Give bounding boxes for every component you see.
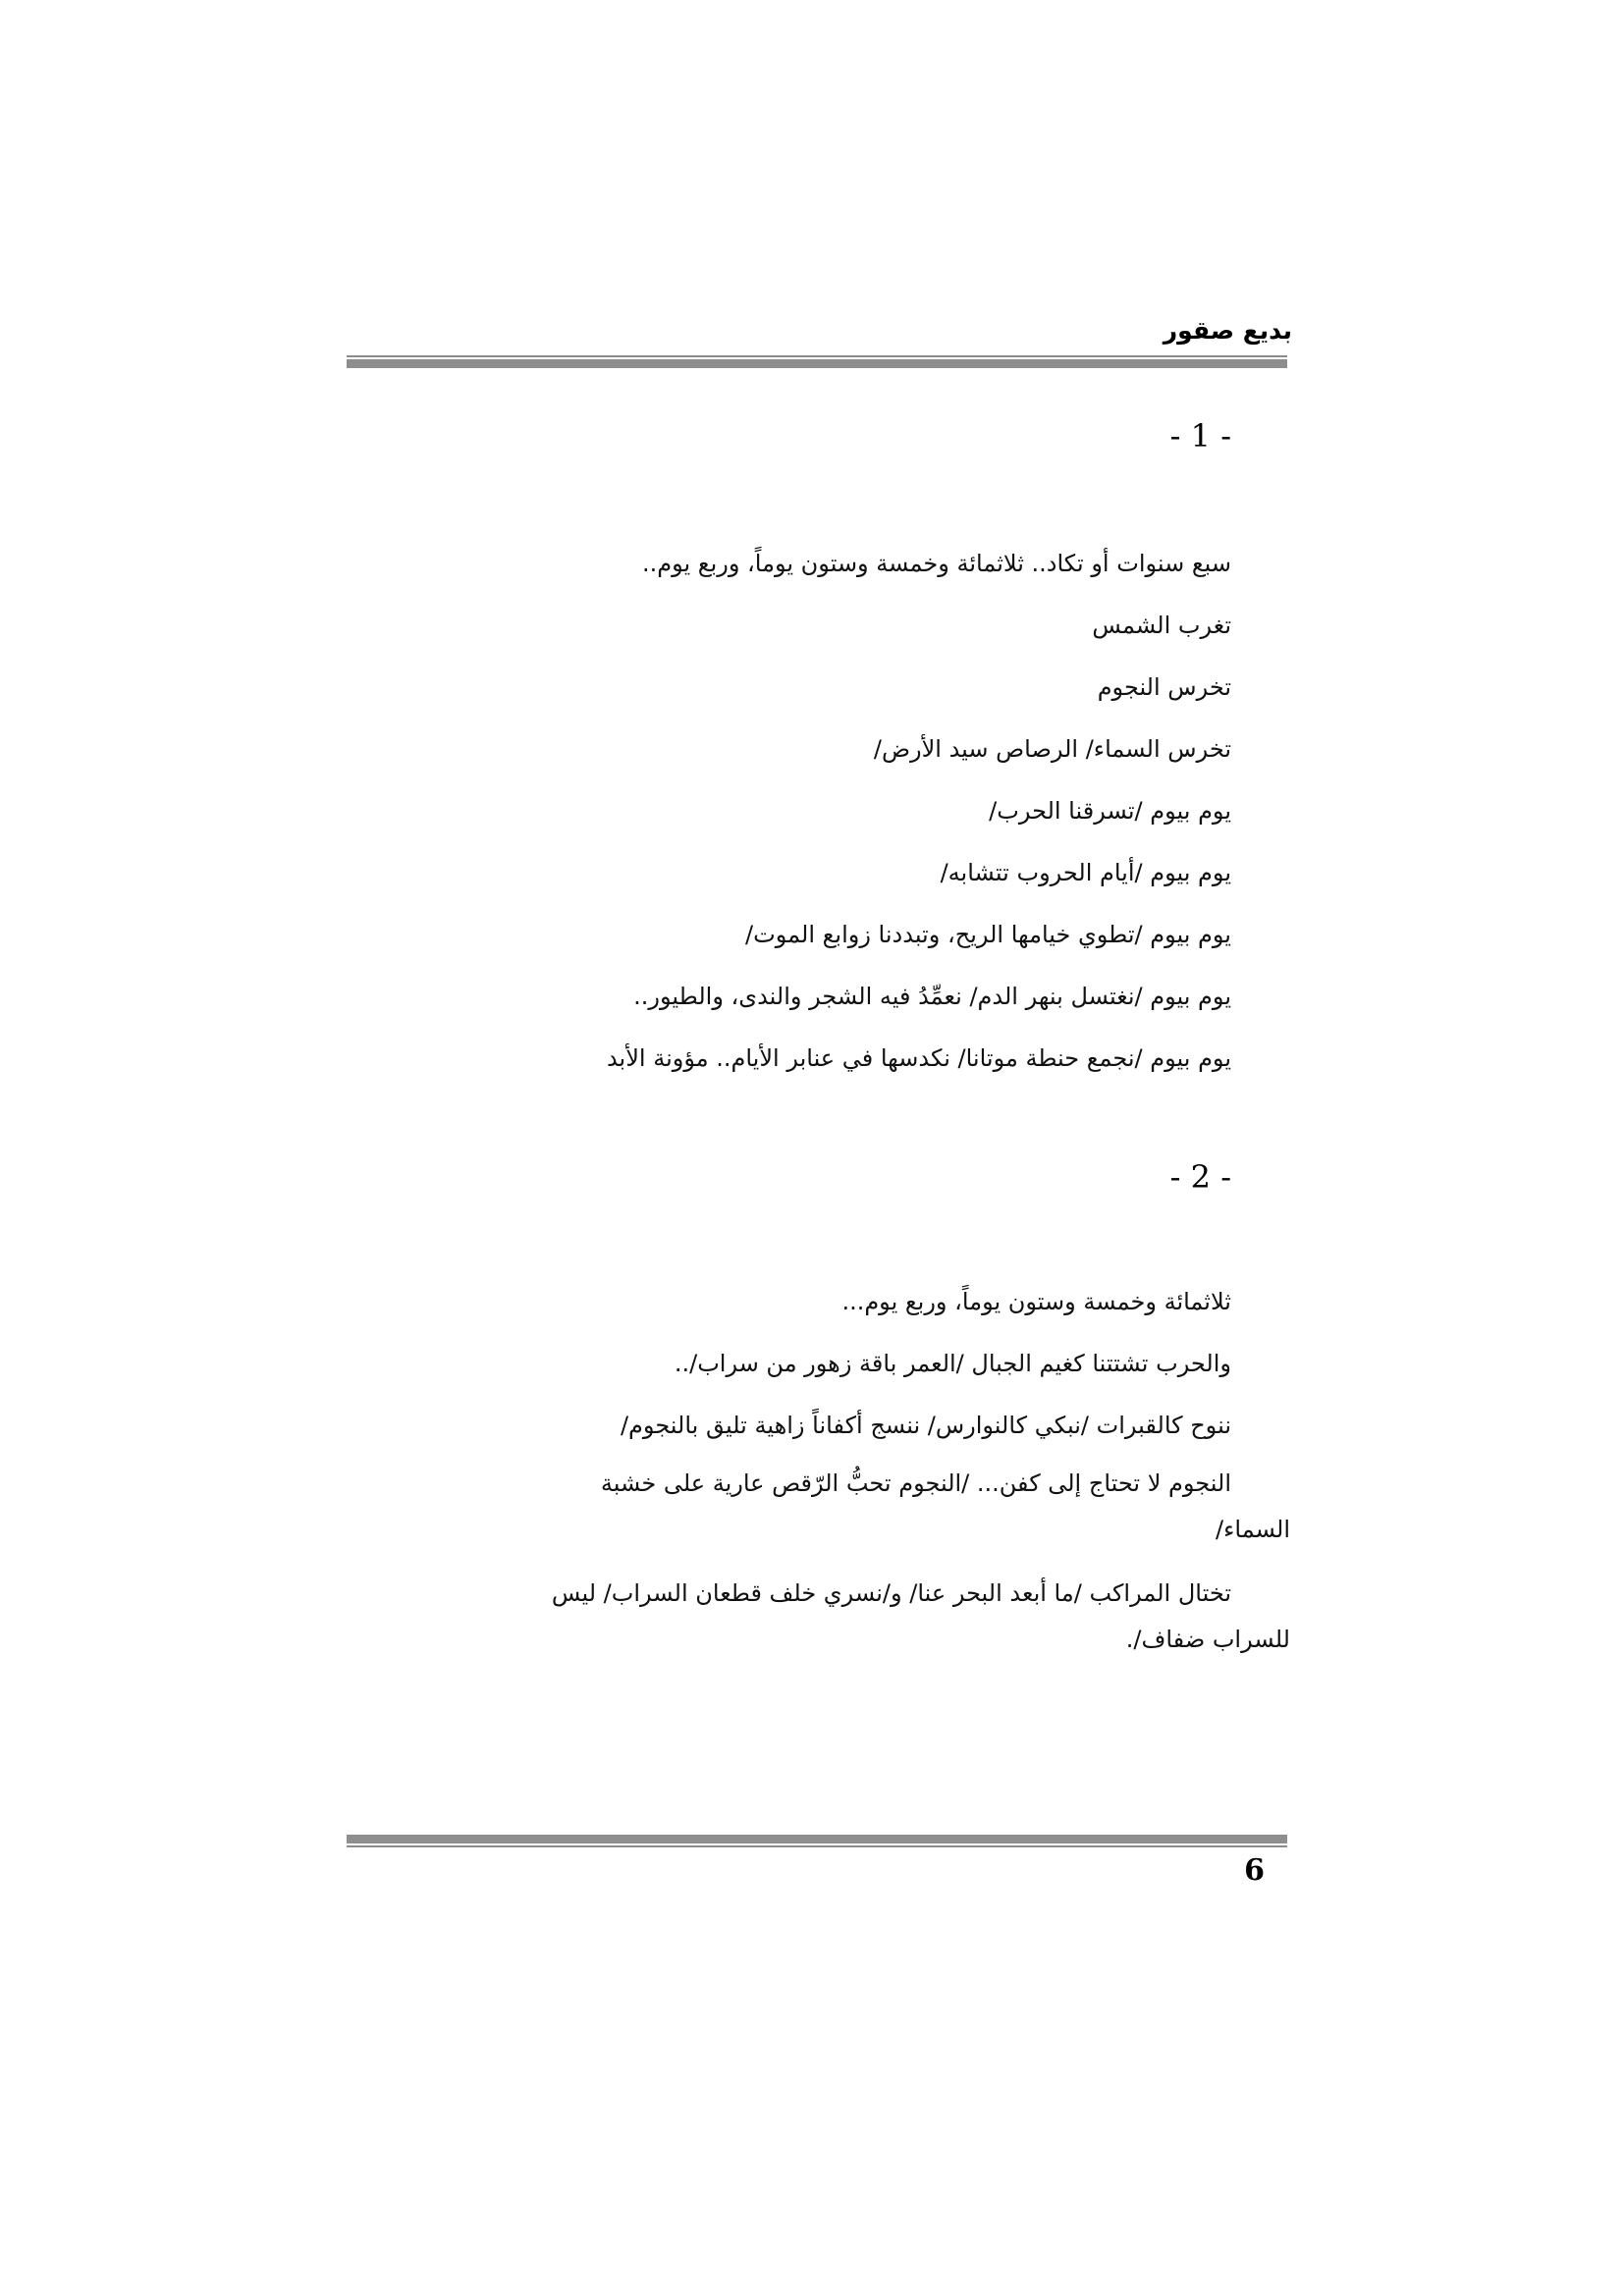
poem-line: ثلاثمائة وخمسة وستون يوماً، وربع يوم... <box>841 1288 1231 1315</box>
poem-line: تختال المراكب /ما أبعد البحر عنا/ و/نسري خلف قطعان السراب/ ليس <box>551 1579 1231 1607</box>
poem-line: تخرس السماء/ الرصاص سيد الأرض/ <box>873 735 1231 763</box>
poem-line: تخرس النجوم <box>1097 673 1231 701</box>
poem-line: يوم بيوم /تسرقنا الحرب/ <box>989 797 1231 825</box>
poem-section-2 <box>348 1271 1290 1659</box>
poem-section-1 <box>348 533 1231 1090</box>
header-divider <box>347 355 1287 368</box>
section-number-2: - 2 - <box>1169 1158 1231 1196</box>
poem-line: والحرب تشتتنا كغيم الجبال /العمر باقة زهور من سراب/.. <box>674 1350 1231 1377</box>
poem-line-continuation: للسراب ضفاف/. <box>1125 1626 1290 1653</box>
poem-line: سبع سنوات أو تكاد.. ثلاثمائة وخمسة وستون يوماً، وربع يوم.. <box>641 550 1231 577</box>
poem-line: النجوم لا تحتاج إلى كفن... /النجوم تحبُّ الرّقص عارية على خشبة <box>600 1469 1231 1497</box>
poem-line: يوم بيوم /تطوي خيامها الريح، وتبددنا زوابع الموت/ <box>745 921 1231 948</box>
poem-line: يوم بيوم /أيام الحروب تتشابه/ <box>940 859 1231 886</box>
poem-line-continuation: السماء/ <box>1216 1516 1290 1543</box>
section-number-1: - 1 - <box>1169 417 1231 454</box>
poem-line: يوم بيوم /نغتسل بنهر الدم/ نعمِّدُ فيه الشجر والندى، والطيور.. <box>633 983 1231 1010</box>
footer-divider <box>347 1835 1287 1847</box>
poem-line: تغرب الشمس <box>1092 612 1231 639</box>
running-header-author: بديع صقور <box>1163 316 1292 345</box>
poem-line: ننوح كالقبرات /نبكي كالنوارس/ ننسج أكفاناً زاهية تليق بالنجوم/ <box>620 1412 1231 1439</box>
page-number: 6 <box>1244 1853 1265 1888</box>
poem-line: يوم بيوم /نجمع حنطة موتانا/ نكدسها في عنابر الأيام.. مؤونة الأبد <box>606 1044 1231 1072</box>
